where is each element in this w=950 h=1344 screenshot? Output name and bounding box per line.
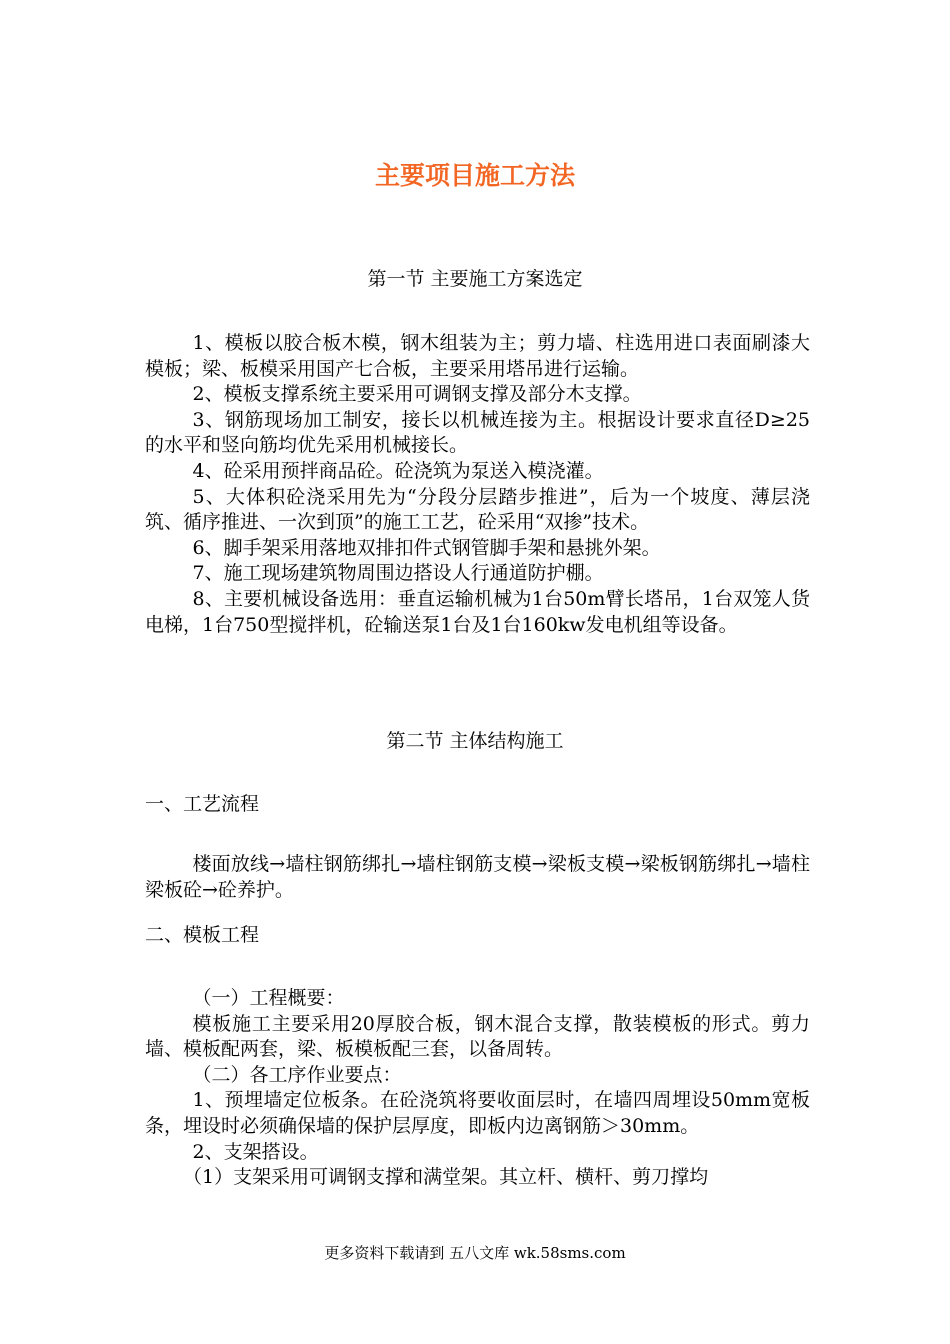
section-1-paragraph: 7、施工现场建筑物周围边搭设人行通道防护棚。 xyxy=(192,562,604,585)
formwork-paragraph: 2、支架搭设。 xyxy=(192,1140,319,1163)
section-1-paragraph: 6、脚手架采用落地双排扣件式钢管脚手架和悬挑外架。 xyxy=(192,536,661,559)
section-1-body xyxy=(145,331,810,638)
section-1-paragraph: 2、模板支撑系统主要采用可调钢支撑及部分木支撑。 xyxy=(192,383,642,406)
section-1-paragraph: 3、钢筋现场加工制安，接长以机械连接为主。根据设计要求直径D≥25的水平和竖向筋均优先采用机械接长。 xyxy=(145,408,810,457)
section-2-heading: 第二节 主体结构施工 xyxy=(386,730,564,752)
formwork-paragraph: （一）工程概要： xyxy=(192,987,345,1009)
section-1-paragraph: 5、大体积砼浇采用先为“分段分层踏步推进”，后为一个坡度、薄层浇筑、循序推进、一次到顶”的施工工艺，砼采用“双掺”技术。 xyxy=(145,485,810,534)
formwork-paragraph: 1、预埋墙定位板条。在砼浇筑将要收面层时，在墙四周埋设50mm宽板条，埋设时必须确保墙的保护层厚度，即板内边离钢筋＞30mm。 xyxy=(145,1089,810,1137)
formwork-paragraph: 模板施工主要采用20厚胶合板，钢木混合支撑，散装模板的形式。剪力墙、模板配两套，梁、板模板配三套，以备周转。 xyxy=(145,1012,810,1061)
section-1-paragraph: 8、主要机械设备选用：垂直运输机械为1台50m臂长塔吊，1台双笼人货电梯，1台750型搅拌机，砼输送泵1台及1台160kw发电机组等设备。 xyxy=(145,587,810,636)
process-flow-body xyxy=(145,852,810,903)
formwork-body xyxy=(145,986,810,1191)
section-1-paragraph: 4、砼采用预拌商品砼。砼浇筑为泵送入模浇灌。 xyxy=(192,459,604,482)
formwork-paragraph: （二）各工序作业要点： xyxy=(192,1063,402,1086)
process-flow-heading: 一、工艺流程 xyxy=(145,793,260,815)
section-1-paragraph: 1、模板以胶合板木模，钢木组装为主；剪力墙、柱选用进口表面刷漆大模板；梁、板模采用国产七合板，主要采用塔吊进行运输。 xyxy=(145,332,810,380)
formwork-heading: 二、模板工程 xyxy=(145,924,260,946)
process-flow-text: 楼面放线→墙柱钢筋绑扎→墙柱钢筋支模→梁板支模→梁板钢筋绑扎→墙柱梁板砼→砼养护。 xyxy=(145,853,810,901)
page-footer: 更多资料下载请到 五八文库 wk.58sms.com xyxy=(324,1244,626,1262)
document-title: 主要项目施工方法 xyxy=(374,161,575,190)
section-1-heading: 第一节 主要施工方案选定 xyxy=(367,268,583,290)
formwork-paragraph: （1）支架采用可调钢支撑和满堂架。其立杆、横杆、剪刀撑均 xyxy=(183,1166,709,1189)
